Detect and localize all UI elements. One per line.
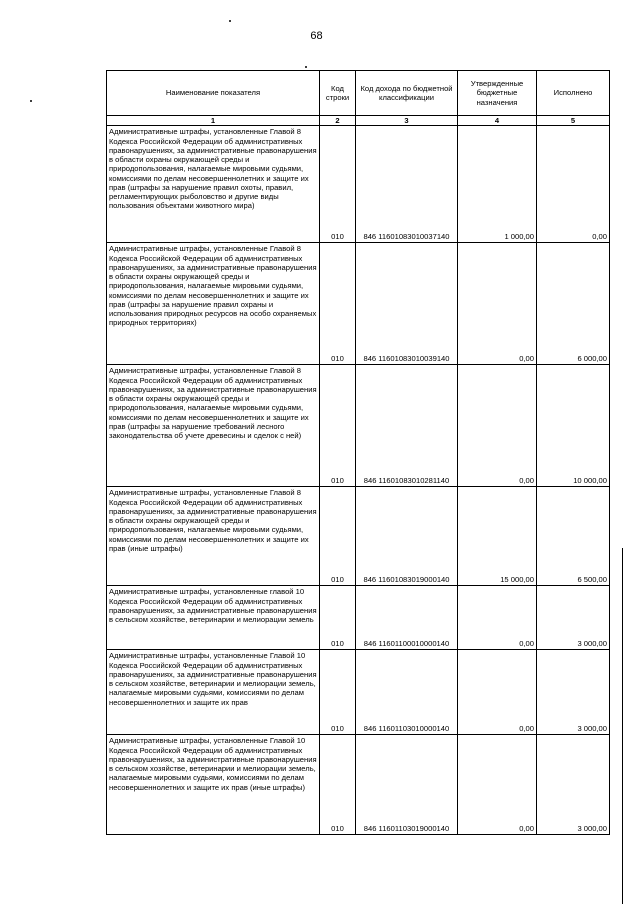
scan-speck (229, 20, 231, 22)
row-name: Административные штрафы, установленные Главой 8 Кодекса Российской Федерации об административных правонарушениях, за административные правонарушения в области охраны окружающей среды и природопользования, налагаемые мировыми судьями, комиссиями по делам несовершеннолетних и защите их прав (штрафы за нарушение правил охраны и использования природных ресурсов на особо охраняемых природных территориях) (107, 243, 320, 365)
row-approved: 0,00 (458, 735, 537, 835)
header-kbk: Код дохода по бюджетной классификации (356, 71, 458, 116)
row-kbk: 846 11601103010000140 (356, 650, 458, 735)
row-kbk: 846 11601100010000140 (356, 586, 458, 650)
page-number: 68 (310, 30, 323, 42)
row-kbk: 846 11601083010281140 (356, 365, 458, 487)
column-number: 5 (537, 116, 610, 126)
row-name: Административные штрафы, установленные Главой 8 Кодекса Российской Федерации об административных правонарушениях, за административные правонарушения в области охраны окружающей среды и природопользования, налагаемые мировыми судьями, комиссиями по делам несовершеннолетних и защите их прав (иные штрафы) (107, 487, 320, 586)
row-approved: 0,00 (458, 365, 537, 487)
header-row (107, 71, 610, 116)
row-code: 010 (320, 586, 356, 650)
scan-speck (30, 100, 32, 102)
row-name: Административные штрафы, установленные главой 10 Кодекса Российской Федерации об административных правонарушениях, за административные правонарушения в сельском хозяйстве, ветеринарии и мелиорации земель (107, 586, 320, 650)
column-number-row (107, 116, 610, 126)
column-number: 2 (320, 116, 356, 126)
row-executed: 0,00 (537, 126, 610, 243)
budget-report-table (106, 70, 610, 835)
row-executed: 3 000,00 (537, 650, 610, 735)
row-code: 010 (320, 487, 356, 586)
table-row (107, 586, 610, 650)
table-row (107, 365, 610, 487)
row-approved: 15 000,00 (458, 487, 537, 586)
row-name: Административные штрафы, установленные Главой 8 Кодекса Российской Федерации об административных правонарушениях, за административные правонарушения в области охраны окружающей среды и природопользования, налагаемые мировыми судьями, комиссиями по делам несовершеннолетних и защите их прав (штрафы за нарушение правил охоты, правил, регламентирующих рыболовство и другие виды пользования объектами животного мира) (107, 126, 320, 243)
row-executed: 3 000,00 (537, 586, 610, 650)
row-code: 010 (320, 650, 356, 735)
table-row (107, 735, 610, 835)
row-kbk: 846 11601083010037140 (356, 126, 458, 243)
row-name: Административные штрафы, установленные Главой 10 Кодекса Российской Федерации об административных правонарушениях, за административные правонарушения в сельском хозяйстве, ветеринарии и мелиорации земель, налагаемые мировыми судьями, комиссиями по делам несовершеннолетних и защите их прав (иные штрафы) (107, 735, 320, 835)
row-code: 010 (320, 365, 356, 487)
header-executed: Исполнено (537, 71, 610, 116)
row-name: Административные штрафы, установленные Главой 8 Кодекса Российской Федерации об административных правонарушениях, за административные правонарушения в области охраны окружающей среды и природопользования, налагаемые мировыми судьями, комиссиями по делам несовершеннолетних и защите их прав (штрафы за нарушение требований лесного законодательства об учете древесины и сделок с ней) (107, 365, 320, 487)
row-kbk: 846 11601083019000140 (356, 487, 458, 586)
row-kbk: 846 11601083010039140 (356, 243, 458, 365)
column-number: 1 (107, 116, 320, 126)
row-executed: 6 000,00 (537, 243, 610, 365)
row-kbk: 846 11601103019000140 (356, 735, 458, 835)
row-executed: 6 500,00 (537, 487, 610, 586)
table-row (107, 243, 610, 365)
column-number: 4 (458, 116, 537, 126)
header-approved: Утвержденные бюджетные назначения (458, 71, 537, 116)
row-approved: 0,00 (458, 243, 537, 365)
column-number: 3 (356, 116, 458, 126)
scan-speck (305, 66, 307, 68)
row-code: 010 (320, 735, 356, 835)
row-name: Административные штрафы, установленные Главой 10 Кодекса Российской Федерации об административных правонарушениях, за административные правонарушения в сельском хозяйстве, ветеринарии и мелиорации земель, налагаемые мировыми судьями, комиссиями по делам несовершеннолетних и защите их прав (107, 650, 320, 735)
row-approved: 0,00 (458, 586, 537, 650)
row-code: 010 (320, 243, 356, 365)
table-row (107, 650, 610, 735)
scan-edge-line (622, 548, 623, 904)
row-executed: 3 000,00 (537, 735, 610, 835)
table-row (107, 487, 610, 586)
row-executed: 10 000,00 (537, 365, 610, 487)
row-approved: 0,00 (458, 650, 537, 735)
header-code: Код строки (320, 71, 356, 116)
row-approved: 1 000,00 (458, 126, 537, 243)
header-name: Наименование показателя (107, 71, 320, 116)
table-row (107, 126, 610, 243)
row-code: 010 (320, 126, 356, 243)
